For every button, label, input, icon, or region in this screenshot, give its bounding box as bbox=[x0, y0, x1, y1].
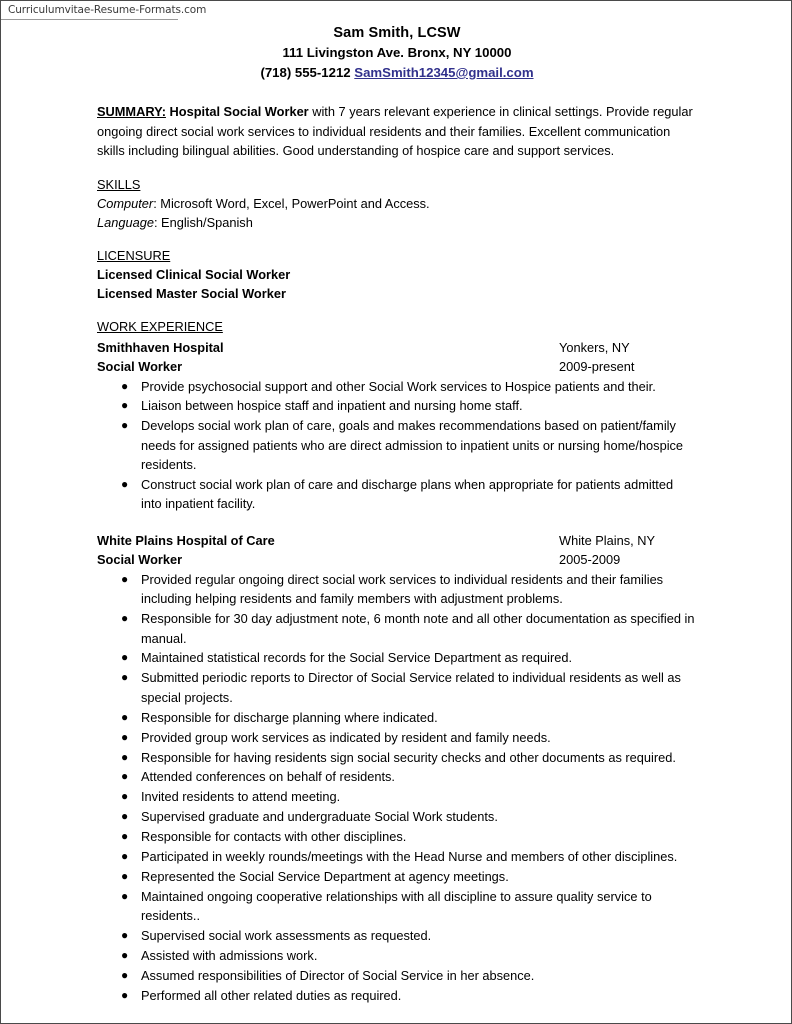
candidate-name: Sam Smith, LCSW bbox=[333, 25, 461, 41]
summary-section bbox=[97, 102, 697, 161]
job-bullet bbox=[97, 787, 697, 806]
job-dates: 2009-present bbox=[559, 358, 635, 374]
job-bullet-text: Responsible for discharge planning where indicated. bbox=[141, 709, 438, 725]
job-bullet-text: Attended conferences on behalf of residents. bbox=[141, 769, 395, 785]
bullet-dot-icon: ● bbox=[121, 928, 129, 943]
job-bullet-text: Maintained statistical records for the Social Service Department as required. bbox=[141, 650, 573, 666]
bullet-dot-icon: ● bbox=[121, 987, 129, 1002]
job-bullet bbox=[97, 946, 697, 965]
job-bullet-text: Assisted with admissions work. bbox=[141, 948, 318, 964]
job-bullet bbox=[97, 708, 697, 727]
job-bullet-text: Provide psychosocial support and other Social Work services to Hospice patients and their. bbox=[141, 378, 656, 394]
work-experience-section bbox=[97, 318, 697, 1006]
job-bullet bbox=[97, 648, 697, 667]
job-bullet bbox=[97, 887, 697, 926]
candidate-phone: (718) 555-1212 bbox=[260, 65, 351, 80]
skills-item-language bbox=[97, 213, 697, 232]
job-bullet-text: Submitted periodic reports to Director of Social Service related to individual residents as well as special projects. bbox=[141, 670, 681, 705]
job-bullet bbox=[97, 926, 697, 945]
licensure-section bbox=[97, 247, 697, 303]
summary-paragraph bbox=[97, 102, 697, 161]
bullet-dot-icon: ● bbox=[121, 709, 129, 724]
job-bullet bbox=[97, 668, 697, 707]
job-bullet bbox=[97, 570, 697, 609]
job-bullet-text: Responsible for having residents sign social security checks and other documents as required. bbox=[141, 749, 676, 765]
job-bullet-text: Supervised graduate and undergraduate Social Work students. bbox=[141, 809, 498, 825]
job-company: White Plains Hospital of Care bbox=[97, 532, 275, 548]
bullet-dot-icon: ● bbox=[121, 477, 129, 492]
job-location: White Plains, NY bbox=[559, 532, 656, 548]
summary-heading: SUMMARY: bbox=[97, 104, 166, 119]
skills-section bbox=[97, 176, 697, 232]
bullet-dot-icon: ● bbox=[121, 948, 129, 963]
licensure-heading: LICENSURE bbox=[97, 247, 171, 263]
job-bullet-text: Liaison between hospice staff and inpatient and nursing home staff. bbox=[141, 398, 523, 414]
job-bullet-text: Develops social work plan of care, goals and makes recommendations based on patient/family needs for assigned patients who are direct admission to inpatient units or nursing home/hospice residents. bbox=[141, 418, 684, 473]
job-title: Social Worker bbox=[97, 551, 183, 567]
resume-content bbox=[97, 23, 697, 1020]
job-title-row bbox=[97, 550, 697, 569]
job-bullet bbox=[97, 748, 697, 767]
job-bullet-text: Assumed responsibilities of Director of Social Service in her absence. bbox=[141, 967, 535, 983]
bullet-dot-icon: ● bbox=[121, 398, 129, 413]
job-bullet bbox=[97, 377, 697, 396]
candidate-contact bbox=[97, 63, 697, 83]
job-entry bbox=[97, 531, 697, 1005]
job-title-row bbox=[97, 357, 697, 376]
bullet-dot-icon: ● bbox=[121, 571, 129, 586]
job-bullet bbox=[97, 396, 697, 415]
skills-value-language: : English/Spanish bbox=[153, 214, 253, 230]
job-bullet bbox=[97, 416, 697, 474]
bullet-dot-icon: ● bbox=[121, 868, 129, 883]
bullet-dot-icon: ● bbox=[121, 670, 129, 685]
skills-value-computer: : Microsoft Word, Excel, PowerPoint and Access. bbox=[153, 195, 430, 211]
job-company-row bbox=[97, 531, 697, 550]
job-bullet-list bbox=[97, 570, 697, 1005]
bullet-dot-icon: ● bbox=[121, 650, 129, 665]
job-bullet bbox=[97, 728, 697, 747]
job-bullet bbox=[97, 609, 697, 648]
candidate-address: 111 Livingston Ave. Bronx, NY 10000 bbox=[282, 45, 512, 60]
job-bullet bbox=[97, 767, 697, 786]
job-location: Yonkers, NY bbox=[559, 339, 630, 355]
job-bullet-text: Represented the Social Service Department at agency meetings. bbox=[141, 868, 509, 884]
bullet-dot-icon: ● bbox=[121, 418, 129, 433]
bullet-dot-icon: ● bbox=[121, 809, 129, 824]
job-entry bbox=[97, 338, 697, 514]
job-bullet-list bbox=[97, 377, 697, 514]
bullet-dot-icon: ● bbox=[121, 789, 129, 804]
job-bullet-text: Responsible for contacts with other disciplines. bbox=[141, 829, 407, 845]
job-bullet-text: Supervised social work assessments as requested. bbox=[141, 928, 432, 944]
licensure-item-clinical: Licensed Clinical Social Worker bbox=[97, 266, 291, 282]
job-bullet-text: Provided regular ongoing direct social work services to individual residents and their families including helping residents and family members with adjustment problems. bbox=[141, 571, 664, 607]
job-bullet bbox=[97, 847, 697, 866]
bullet-dot-icon: ● bbox=[121, 888, 129, 903]
bullet-dot-icon: ● bbox=[121, 749, 129, 764]
job-bullet bbox=[97, 807, 697, 826]
job-company: Smithhaven Hospital bbox=[97, 339, 224, 355]
bullet-dot-icon: ● bbox=[121, 769, 129, 784]
job-company-row bbox=[97, 338, 697, 357]
job-bullet bbox=[97, 827, 697, 846]
job-title: Social Worker bbox=[97, 358, 183, 374]
job-dates: 2005-2009 bbox=[559, 551, 621, 567]
job-bullet bbox=[97, 966, 697, 985]
summary-lead: Hospital Social Worker bbox=[169, 104, 309, 119]
bullet-dot-icon: ● bbox=[121, 967, 129, 982]
job-bullet bbox=[97, 986, 697, 1005]
skills-label-computer: Computer bbox=[97, 195, 154, 211]
skills-heading: SKILLS bbox=[97, 176, 141, 192]
bullet-dot-icon: ● bbox=[121, 849, 129, 864]
site-watermark: Curriculumvitae-Resume-Formats.com bbox=[8, 4, 207, 16]
bullet-dot-icon: ● bbox=[121, 611, 129, 626]
skills-item-computer bbox=[97, 194, 697, 213]
job-bullet-text: Construct social work plan of care and discharge plans when appropriate for patients admitted into inpatient facility. bbox=[141, 477, 674, 512]
summary-body: with 7 years relevant experience in clinical settings. Provide regular ongoing direct social work services to individual residents and their families. Excellent communication skills including bilingual abilities. Good understanding of hospice care and support services. bbox=[97, 104, 693, 158]
job-bullet-text: Participated in weekly rounds/meetings with the Head Nurse and members of other disciplines. bbox=[141, 849, 678, 865]
job-bullet-text: Performed all other related duties as required. bbox=[141, 987, 402, 1003]
job-bullet-text: Maintained ongoing cooperative relationships with all discipline to assure quality service to residents.. bbox=[141, 888, 652, 924]
resume-header bbox=[97, 23, 697, 83]
job-bullet bbox=[97, 867, 697, 886]
bullet-dot-icon: ● bbox=[121, 829, 129, 844]
licensure-item-master: Licensed Master Social Worker bbox=[97, 285, 286, 301]
bullet-dot-icon: ● bbox=[121, 378, 129, 393]
bullet-dot-icon: ● bbox=[121, 729, 129, 744]
skills-label-language: Language bbox=[97, 214, 154, 230]
work-experience-heading: WORK EXPERIENCE bbox=[97, 318, 223, 334]
job-bullet-text: Responsible for 30 day adjustment note, 6 month note and all other documentation as specified in manual. bbox=[141, 611, 695, 646]
watermark-divider bbox=[1, 19, 178, 20]
job-bullet-text: Invited residents to attend meeting. bbox=[141, 789, 341, 805]
job-bullet bbox=[97, 475, 697, 514]
job-bullet-text: Provided group work services as indicated by resident and family needs. bbox=[141, 729, 551, 745]
candidate-email-link[interactable]: SamSmith12345@gmail.com bbox=[354, 65, 534, 80]
